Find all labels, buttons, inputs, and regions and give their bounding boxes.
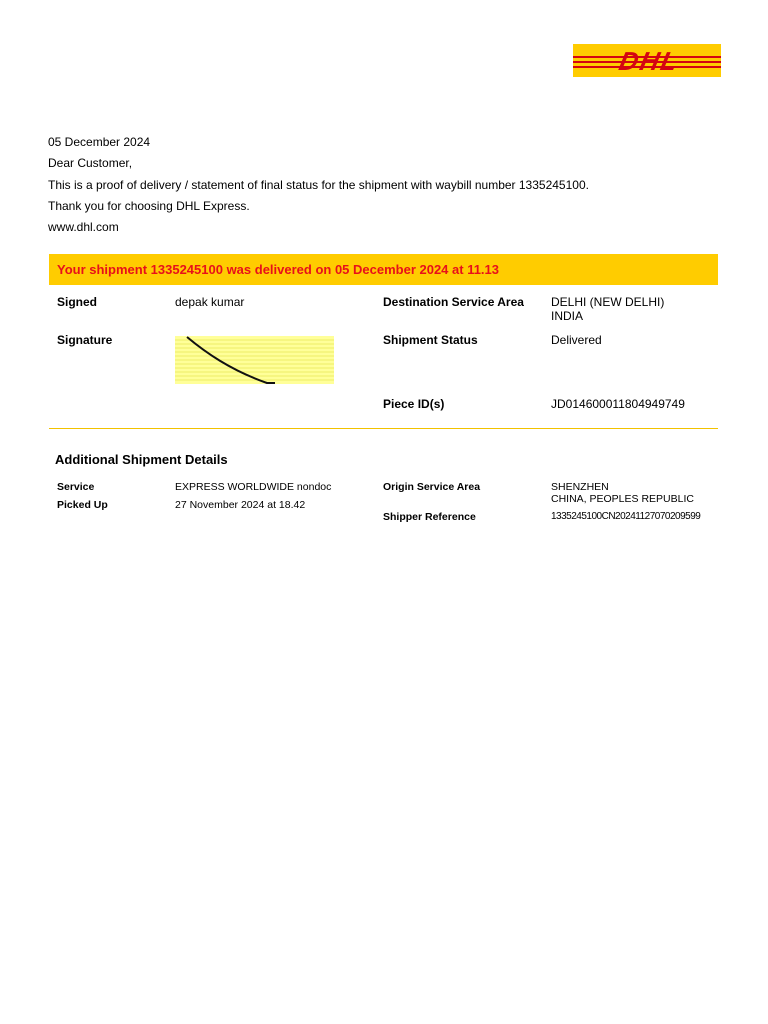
destination-city: DELHI (NEW DELHI) bbox=[551, 295, 665, 309]
status-label: Shipment Status bbox=[383, 333, 478, 347]
signature-label: Signature bbox=[57, 333, 113, 347]
section-divider bbox=[49, 428, 718, 429]
shipper-reference-label: Shipper Reference bbox=[383, 511, 476, 523]
signature-image bbox=[175, 336, 334, 384]
piece-id-label: Piece ID(s) bbox=[383, 397, 445, 411]
destination-label: Destination Service Area bbox=[383, 295, 524, 309]
piece-id-value: JD014600011804949749 bbox=[551, 397, 685, 411]
destination-country: INDIA bbox=[551, 309, 584, 323]
svg-text:DHL: DHL bbox=[616, 46, 683, 76]
document-date: 05 December 2024 bbox=[48, 135, 151, 149]
picked-up-label: Picked Up bbox=[57, 499, 108, 511]
service-label: Service bbox=[57, 481, 95, 493]
origin-value bbox=[551, 481, 694, 505]
picked-up-value: 27 November 2024 at 18.42 bbox=[175, 499, 306, 511]
delivery-banner: Your shipment 1335245100 was delivered on 05 December 2024 at 11.13 bbox=[49, 254, 718, 285]
signed-label: Signed bbox=[57, 295, 98, 309]
signed-value: depak kumar bbox=[175, 295, 245, 309]
website-link[interactable]: www.dhl.com bbox=[48, 220, 119, 235]
thanks-text: Thank you for choosing DHL Express. bbox=[48, 198, 250, 213]
additional-details-heading: Additional Shipment Details bbox=[55, 452, 228, 467]
service-value: EXPRESS WORLDWIDE nondoc bbox=[175, 481, 332, 493]
shipper-reference-value: 1335245100CN20241127070209599 bbox=[551, 511, 701, 522]
greeting: Dear Customer, bbox=[48, 156, 133, 171]
origin-label: Origin Service Area bbox=[383, 481, 481, 493]
destination-value bbox=[551, 295, 664, 323]
statement-text: This is a proof of delivery / statement of final status for the shipment with waybill number 1335245100. bbox=[48, 177, 589, 192]
dhl-logo bbox=[573, 44, 721, 77]
intro-block bbox=[48, 136, 589, 242]
origin-city: SHENZHEN bbox=[551, 481, 609, 493]
origin-country: CHINA, PEOPLES REPUBLIC bbox=[551, 493, 694, 505]
status-value: Delivered bbox=[551, 333, 602, 347]
